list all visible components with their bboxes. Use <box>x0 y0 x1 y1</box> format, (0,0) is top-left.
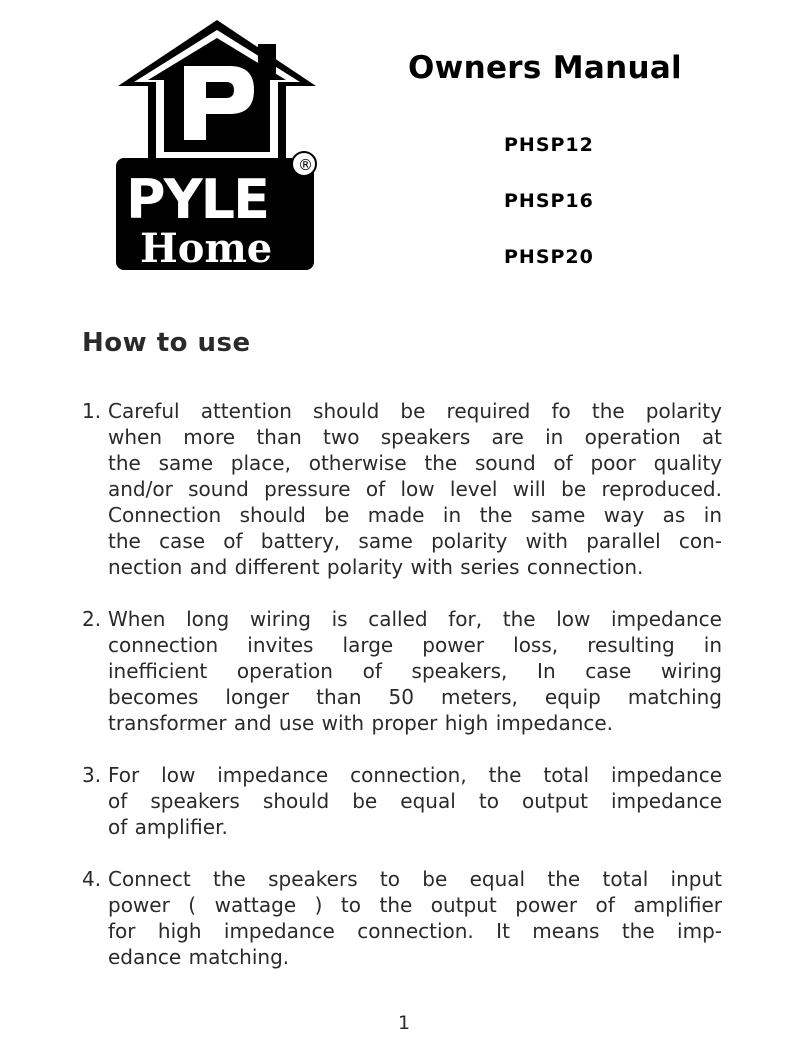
step-line: For low impedance connection, the total impedance <box>108 763 722 787</box>
step-line: when more than two speakers are in operation at <box>108 425 722 449</box>
step-line: When long wiring is called for, the low impedance <box>108 607 722 631</box>
step-text <box>108 606 722 736</box>
step-line: the case of battery, same polarity with parallel con- <box>108 529 722 553</box>
step-text <box>108 398 722 580</box>
step-number: 2. <box>82 607 102 631</box>
step-line: nection and different polarity with series connection. <box>108 555 644 579</box>
step-line: power ( wattage ) to the output power of amplifier <box>108 893 722 917</box>
model-list <box>504 130 594 298</box>
pyle-home-logo <box>112 18 322 272</box>
instruction-step <box>82 398 722 580</box>
page-number: 1 <box>398 1012 411 1034</box>
step-line: edance matching. <box>108 945 290 969</box>
step-number: 3. <box>82 763 102 787</box>
logo-subtitle: Home <box>140 225 273 272</box>
registered-mark: ® <box>298 156 313 174</box>
logo-wordmark: PYLE <box>126 168 268 231</box>
instruction-step <box>82 866 722 970</box>
step-line: Connection should be made in the same way as in <box>108 503 722 527</box>
step-line: transformer and use with proper high impedance. <box>108 711 614 735</box>
instruction-list <box>82 398 722 996</box>
step-line: connection invites large power loss, resulting in <box>108 633 722 657</box>
model-item: PHSP16 <box>504 190 594 212</box>
step-line: of amplifier. <box>108 815 228 839</box>
step-line: the same place, otherwise the sound of poor quality <box>108 451 722 475</box>
step-number: 1. <box>82 399 102 423</box>
step-line: of speakers should be equal to output impedance <box>108 789 722 813</box>
step-line: for high impedance connection. It means the imp- <box>108 919 722 943</box>
step-line: Connect the speakers to be equal the total input <box>108 867 722 891</box>
section-title: How to use <box>82 328 251 358</box>
step-line: Careful attention should be required fo the polarity <box>108 399 722 423</box>
step-text <box>108 866 722 970</box>
step-line: inefficient operation of speakers, In case wiring <box>108 659 722 683</box>
step-line: and/or sound pressure of low level will be reproduced. <box>108 477 722 501</box>
step-number: 4. <box>82 867 102 891</box>
step-line: becomes longer than 50 meters, equip matching <box>108 685 722 709</box>
model-item: PHSP12 <box>504 134 594 156</box>
step-text <box>108 762 722 840</box>
instruction-step <box>82 762 722 840</box>
instruction-step <box>82 606 722 736</box>
page-title: Owners Manual <box>408 50 682 86</box>
model-item: PHSP20 <box>504 246 594 268</box>
